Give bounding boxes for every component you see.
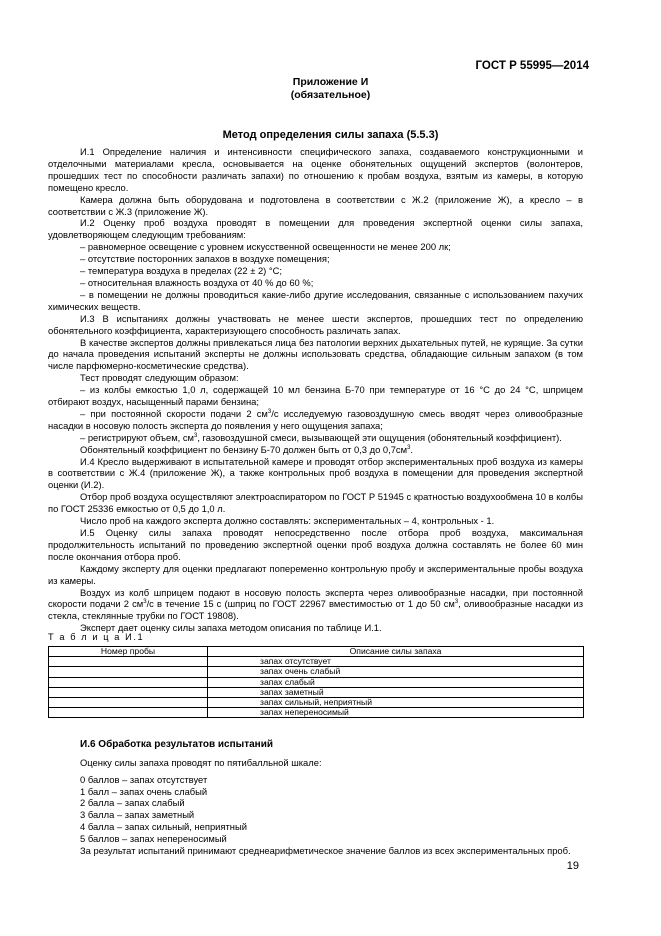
paragraph-12: Каждому эксперту для оценки предлагают попеременно контрольную пробу и экспериментальные пробы воздуха из камеры. xyxy=(48,562,583,586)
column-header-sample-number: Номер пробы xyxy=(49,647,208,657)
scale-item: 0 баллов – запах отсутствует xyxy=(80,773,208,785)
test-step-3: – регистрируют объем, $см^3$, газовоздушной смеси, вызывающей эти ощущения (обонятельный коэффициент). xyxy=(80,431,562,443)
scale-item: 5 баллов – запах непереносимый xyxy=(80,832,227,844)
sample-number-cell xyxy=(49,677,208,687)
scale-item: 1 балл – запах очень слабый xyxy=(80,785,208,797)
paragraph-4: И.3 В испытаниях должны участвовать не менее шести экспертов, прошедших тест по определению обонятельного коэффициента, характеризующего способность различать запах. xyxy=(48,312,583,336)
table-row xyxy=(49,698,584,708)
odor-description-cell: запах отсутствует xyxy=(208,657,584,667)
test-step-1: – из колбы емкостью 1,0 л, содержащей 10 мл бензина Б-70 при температуре от 16 °С до 24 °С, шприцем отбирают воздух, насыщенный парами бензина; xyxy=(48,384,583,408)
paragraph-13: Воздух из колб шприцем подают в носовую полость эксперта через оливообразные насадки, при постоянной скорости подачи 2 $см^3/с$ в течение 15 с (шприц по ГОСТ 22967 вместимостью от 1 до 50 $см^3$, оливообразные насадки из стекла, стеклянные трубки по ГОСТ 19808). xyxy=(48,586,583,622)
scale-item: 4 балла – запах сильный, неприятный xyxy=(80,820,247,832)
paragraph-3: И.2 Оценку проб воздуха проводят в помещении для проведения экспертной оценки силы запаха, удовлетворяющем следующим требованиям: xyxy=(48,217,583,241)
odor-description-table xyxy=(48,646,584,718)
requirement-1: – равномерное освещение с уровнем искусственной освещенности не менее 200 лк; xyxy=(80,241,451,253)
sample-number-cell xyxy=(49,657,208,667)
table-row xyxy=(49,657,584,667)
scale-intro: Оценку силы запаха проводят по пятибалльной шкале: xyxy=(80,757,322,768)
table-row xyxy=(49,687,584,697)
paragraph-8: И.4 Кресло выдерживают в испытательной камере и проводят отбор экспериментальных проб воздуха из камеры в соответствии с Ж.4 (приложение Ж), а также контрольных проб воздуха в помещении для проведения экспертной оценки (И.2). xyxy=(48,455,583,491)
paragraph-7: Обонятельный коэффициент по бензину Б-70 должен быть от 0,3 до $0,7см^3$. xyxy=(80,443,414,455)
table-header-row xyxy=(49,647,584,657)
sample-number-cell xyxy=(49,687,208,697)
method-title: Метод определения силы запаха (5.5.3) xyxy=(222,129,439,141)
requirement-3: – температура воздуха в пределах (22 ± 2) °С; xyxy=(80,265,283,277)
paragraph-1: И.1 Определение наличия и интенсивности специфического запаха, создаваемого конструкционными и отделочными материалами кресла, основывается на оценке обонятельных ощущений экспертов (волонтеров, прошедших тест по способности различать запахи) по отношению к пробам воздуха, взятым из камеры, в которую помещено кресло. xyxy=(48,146,583,193)
body-text xyxy=(48,146,583,634)
paragraph-5: В качестве экспертов должны привлекаться лица без патологии верхних дыхательных путей, не курящие. За сутки до начала проведения испытаний эксперты не должны использовать средства, обладающие сильным запахом (в том числе парфюмерно-косметические средства). xyxy=(48,336,583,372)
result-statement: За результат испытаний принимают среднеарифметическое значение баллов из всех экспериментальных проб. xyxy=(80,844,571,856)
appendix-title: Приложение И xyxy=(292,76,369,88)
table-row xyxy=(49,677,584,687)
scale-item: 3 балла – запах заметный xyxy=(80,809,195,821)
odor-description-cell: запах слабый xyxy=(208,677,584,687)
sample-number-cell xyxy=(49,667,208,677)
paragraph-9: Отбор проб воздуха осуществляют электроаспиратором по ГОСТ Р 51945 с кратностью воздухообмена 10 в колбы по ГОСТ 25336 емкостью от 0,5 до 1,0 л. xyxy=(48,491,583,515)
paragraph-2: Камера должна быть оборудована и подготовлена в соответствии с Ж.2 (приложение Ж), а кресло – в соответствии с Ж.3 (приложение Ж). xyxy=(48,193,583,217)
table-row xyxy=(49,667,584,677)
paragraph-10: Число проб на каждого эксперта должно составлять: экспериментальных – 4, контрольных - 1. xyxy=(80,515,495,527)
requirement-4: – относительная влажность воздуха от 40 % до 60 %; xyxy=(80,276,314,288)
table-caption: Т а б л и ц а И.1 xyxy=(48,632,145,642)
requirement-5: – в помещении не должны проводиться какие-либо другие исследования, связанные с использованием пахучих химических веществ. xyxy=(48,288,583,312)
paragraph-11: И.5 Оценку силы запаха проводят непосредственно после отбора проб воздуха, максимальная продолжительность испытаний по проведению экспертной оценки проб воздуха должна составлять не более 60 мин после окончания отбора проб. xyxy=(48,527,583,562)
odor-description-cell: запах сильный, неприятный xyxy=(208,698,584,708)
scale-item: 2 балла – запах слабый xyxy=(80,797,185,809)
sample-number-cell xyxy=(49,708,208,718)
document-header: ГОСТ Р 55995—2014 xyxy=(475,60,589,72)
sample-number-cell xyxy=(49,698,208,708)
column-header-odor-description: Описание силы запаха xyxy=(208,647,584,657)
appendix-status: (обязательное) xyxy=(290,89,371,101)
page-number: 19 xyxy=(566,860,579,872)
odor-description-cell: запах очень слабый xyxy=(208,667,584,677)
odor-description-cell: запах непереносимый xyxy=(208,708,584,718)
results-section xyxy=(48,757,583,856)
odor-description-cell: запах заметный xyxy=(208,687,584,697)
table-row xyxy=(49,708,584,718)
section-6-title: И.6 Обработка результатов испытаний xyxy=(80,739,273,750)
requirement-2: – отсутствие посторонних запахов в воздухе помещения; xyxy=(80,253,330,265)
paragraph-6: Тест проводят следующим образом: xyxy=(80,372,239,384)
paragraph-14: Эксперт дает оценку силы запаха методом описания по таблице И.1. xyxy=(80,622,382,634)
test-step-2: – при постоянной скорости подачи 2 $см^3/с$ исследуемую газовоздушную смесь вводят через оливообразные насадки в носовую полость эксперта до появления у него ощущения запаха; xyxy=(48,407,583,431)
